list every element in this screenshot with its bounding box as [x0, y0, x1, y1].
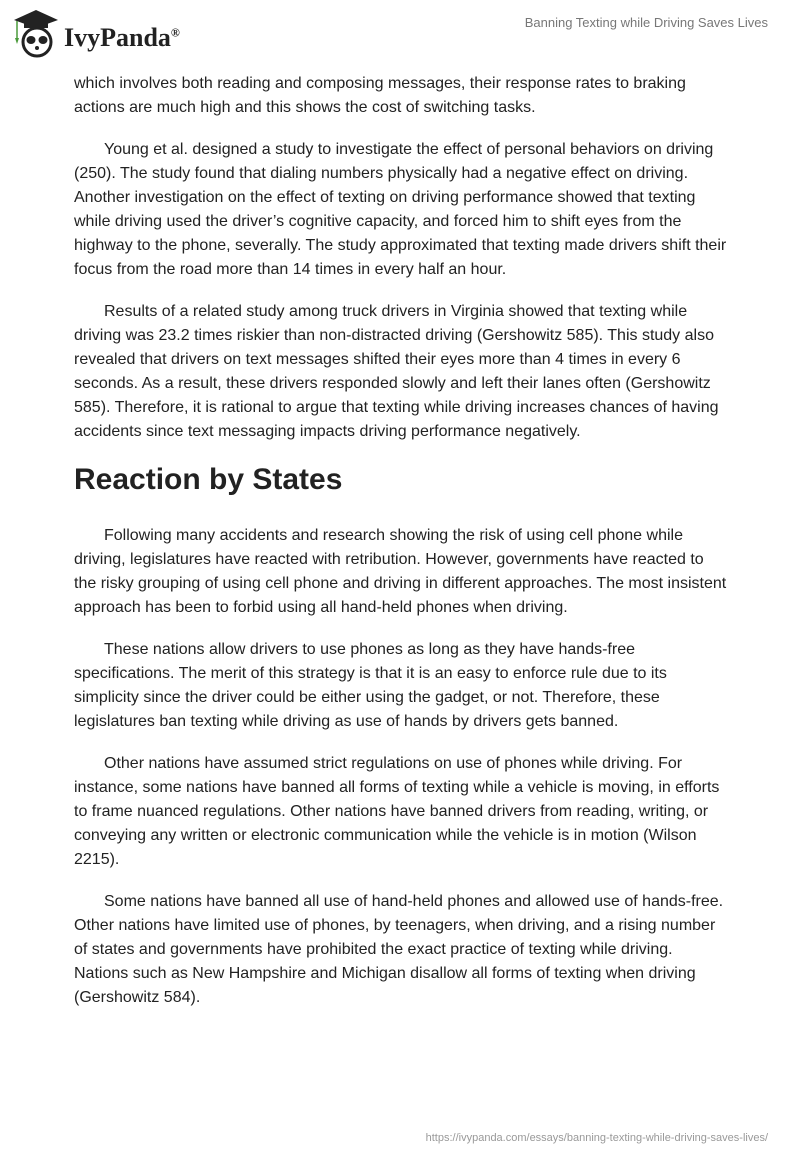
essay-body [74, 72, 730, 1028]
document-title: Banning Texting while Driving Saves Lives [524, 15, 768, 30]
paragraph: Results of a related study among truck drivers in Virginia showed that texting while driving was 23.2 times riskier than non-distracted driving (Gershowitz 585). This study also revealed that drivers on text messages shifted their eyes more than 4 times in every 6 seconds. As a result, these drivers responded slowly and left their lanes often (Gershowitz 585). Therefore, it is rational to argue that texting while driving increases chances of having accidents since text messaging impacts driving performance negatively. [74, 303, 719, 440]
paragraph: Following many accidents and research showing the risk of using cell phone while driving, legislatures have reacted with retribution. However, governments have reacted to the risky grouping of using cell phone and driving in different approaches. The most insistent approach has been to forbid using all hand-held phones when driving. [74, 527, 727, 616]
paragraph: which involves both reading and composing messages, their response rates to braking actions are much high and this shows the cost of switching tasks. [74, 75, 686, 116]
source-url-link[interactable]: https://ivypanda.com/essays/banning-texting-while-driving-saves-lives/ [425, 1132, 768, 1144]
ivypanda-logo[interactable] [12, 8, 180, 58]
paragraph: Other nations have assumed strict regulations on use of phones while driving. For instance, some nations have banned all forms of texting while a vehicle is moving, in efforts to frame nuanced regulations. Other nations have banned drivers from reading, writing, or conveying any written or electronic communication while the vehicle is in motion (Wilson 2215). [74, 755, 720, 868]
section-heading: Reaction by States [74, 463, 343, 496]
panda-graduate-icon [12, 8, 60, 58]
paragraph: Young et al. designed a study to investigate the effect of personal behaviors on driving (250). The study found that dialing numbers physically had a negative effect on driving. Another investigation on the effect of texting on driving performance showed that texting while driving used the driver’s cognitive capacity, and forced him to shift eyes from the highway to the phone, severally. The study approximated that texting made drivers shift their focus from the road more than 14 times in every half an hour. [74, 141, 727, 278]
paragraph: These nations allow drivers to use phones as long as they have hands-free specifications. The merit of this strategy is that it is an easy to enforce rule due to its simplicity since the driver could be either using the gadget, or not. Therefore, these legislatures ban texting while driving as use of hands by drivers gets banned. [74, 641, 667, 730]
logo-text: IvyPanda® [64, 23, 180, 52]
paragraph: Some nations have banned all use of hand-held phones and allowed use of hands-free. Other nations have limited use of phones, by teenagers, when driving, and a rising number of states and governments have prohibited the exact practice of texting while driving. Nations such as New Hampshire and Michigan disallow all forms of texting when driving (Gershowitz 584). [74, 893, 724, 1006]
